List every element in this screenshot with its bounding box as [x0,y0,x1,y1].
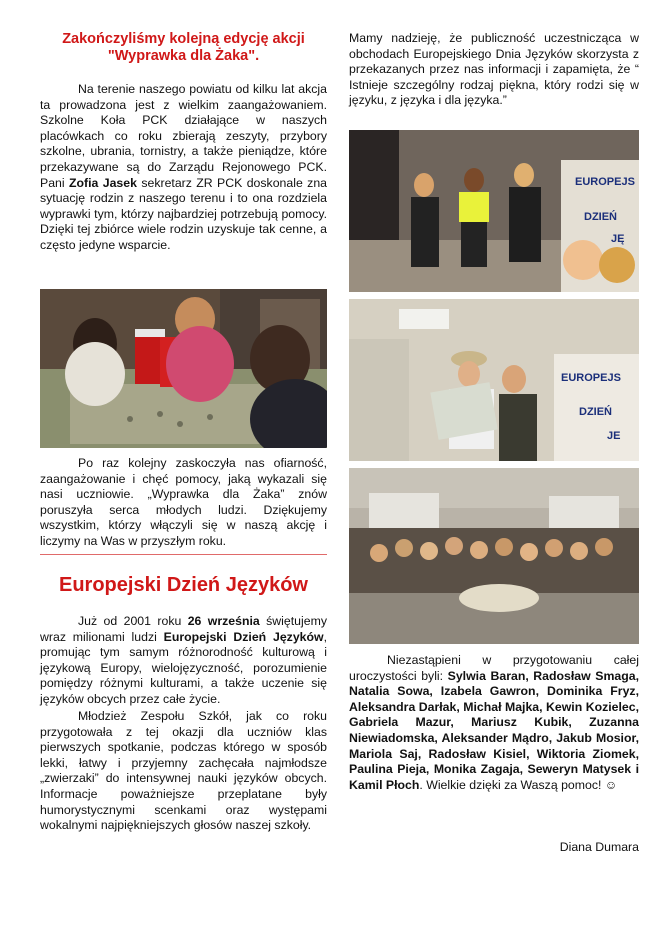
poster-text-3: JĘ [611,233,625,245]
preparation-paragraph: Niezastąpieni w przygotowaniu całej uroczystości byli: Sylwia Baran, Radosław Smaga, Natalia Sowa, Izabela Gawron, Dominika Fryz, Aleksandra Darłak, Michał Majka, Kewin Kozielec, Gabriela Mazur, Mariusz Kubik, Zuzanna Niewiadomska, Aleksander Mądro, Jakub Mosior, Mariola Saj, Radosław Kisiel, Wiktoria Ziomek, Paulina Pieja, Monika Zagaja, Seweryn Matysek i Kamil Płoch. Wielkie dzięki za Waszą pomoc! ☺ [349,653,639,792]
author-signature: Diana Dumara [559,840,639,854]
poster2-text-3: JE [607,430,621,442]
edj-paragraph-2: Młodzież Zespołu Szkół, jak co roku przygotowała z tej okazji dla uczniów klas pierwszych spotkanie, podczas którego w sposób lekki, łatwy i przyjemny zachęcała najmłodsze „zwierzaki” do intensywnej nauki języków obcych. Informacje poważniejsze przeplatane były humorystycznymi scenkami oraz występami wokalnymi najpiękniejszych głosów naszej szkoły. [40,709,327,833]
hope-paragraph: Mamy nadzieję, że publiczność uczestnicząca w obchodach Europejskiego Dnia Języków skorzysta z przekazanych przez nas informacji i zapamięta, że “ Istnieje szczególny rodzaj piękna, który rodzi się w języku, z języka i dla języka.” [349,31,639,108]
helpers-names: Sylwia Baran, Radosław Smaga, Natalia Sowa, Izabela Gawron, Dominika Fryz, Aleksandra Darłak, Michał Majka, Kewin Kozielec, Gabriela Mazur, Mariusz Kubik, Zuzanna Niewiadomska, Aleksander Mądro, Jakub Mosior, Mariola Saj, Radosław Kisiel, Wiktoria Ziomek, Paulina Pieja, Monika Zagaja, Seweryn Matysek i Kamil Płoch [349,668,639,792]
title-line-2: "Wyprawka dla Żaka". [107,48,260,64]
photo-skit [349,299,639,461]
photo-group [349,468,639,644]
poster2-text-1: EUROPEJS [561,372,621,384]
title-line-1: Zakończyliśmy kolejną edycję akcji [62,31,305,47]
section-divider [40,554,327,555]
intro-paragraph: Na terenie naszego powiatu od kilku lat akcja ta prowadzona jest z wielkim zaangażowaniem. Szkolne Koła PCK działające w naszych placówkach co roku zbierają zeszyty, przybory szkolne, ubrania, tornistry, a także pieniądze, które przekazywane są do Zarządu Rejonowego PCK. Pani Zofia Jasek sekretarz ZR PCK doskonale zna sytuację rodzin z naszego terenu i to ona rozdziela wyprawki tym, którzy najbardziej potrzebują pomocy. Dzięki tej zbiórce wiele rodzin uzyskuje tak cenne, a często jedyne wsparcie. [40,82,327,252]
poster-text-2: DZIEŃ [584,211,617,223]
edj-paragraph-1: Już od 2001 roku 26 września świętujemy wraz milionami ludzi Europejski Dzień Języków, promując tym samym różnorodność kulturową i językową Europy, wielojęzyczność, porozumienie pomiędzy różnymi kulturami, a także uczenie się języków obcych przez całe życie. [40,614,327,706]
person-name: Zofia Jasek [69,175,137,190]
photo-collection-table [40,289,327,448]
article-title-wyprawka [40,31,327,65]
event-name: Europejski Dzień Języków [163,629,324,644]
poster2-text-2: DZIEŃ [579,406,612,418]
poster-text-1: EUROPEJS [575,176,635,188]
photo-performers [349,130,639,292]
thanks-paragraph: Po raz kolejny zaskoczyła nas ofiarność, zaangażowanie i chęć pomocy, jaką wykazali się nasi uczniowie. „Wyprawka dla Żaka” znów poruszyła serca młodych ludzi. Dziękujemy wszystkim, którzy włączyli się w naszą akcję i liczymy na Was w przyszłym roku. [40,456,327,548]
event-date: 26 września [187,614,260,628]
article-title-edj: Europejski Dzień Języków [59,574,308,596]
